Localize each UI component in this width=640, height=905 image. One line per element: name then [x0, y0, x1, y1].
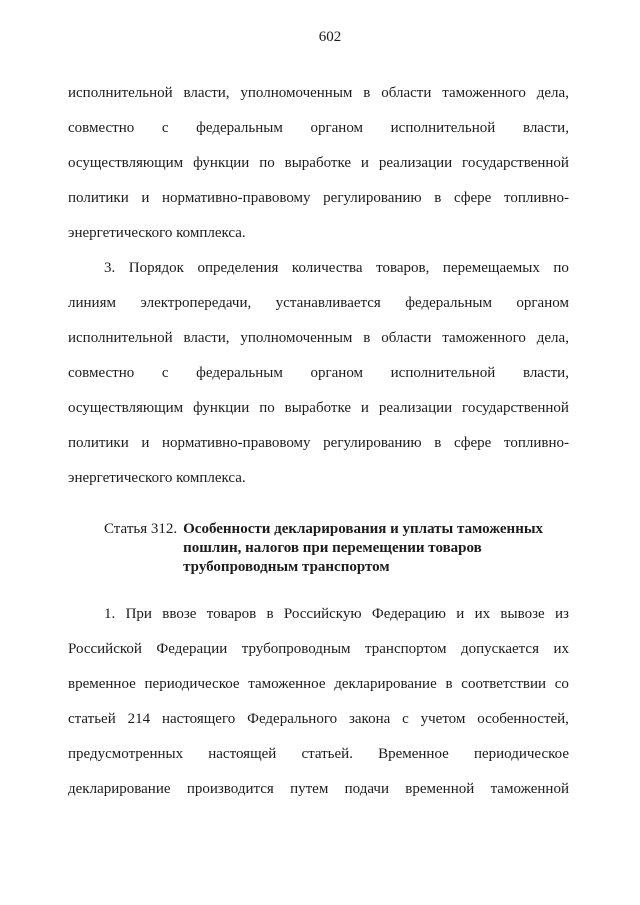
- word: в: [434, 435, 442, 451]
- word: временной: [405, 781, 475, 797]
- word: выработке: [284, 155, 352, 171]
- word: таможенного: [442, 330, 526, 346]
- word: государственной: [462, 400, 569, 416]
- word: Российскую: [283, 606, 362, 622]
- text-line: [68, 146, 569, 181]
- article-number: Статья 312.: [104, 521, 178, 537]
- word: и: [141, 435, 150, 451]
- text-line: [68, 772, 569, 807]
- word: по: [259, 155, 275, 171]
- word: совместно: [68, 120, 135, 136]
- word: Федерации: [156, 641, 228, 657]
- word: периодическое: [473, 746, 569, 762]
- word: временное: [68, 676, 136, 692]
- article-heading: [68, 520, 569, 577]
- article-title-line: пошлин, налогов при перемещении товаров: [183, 540, 482, 556]
- text-line: [68, 597, 569, 632]
- word: Федерального: [247, 711, 338, 727]
- word: товаров,: [376, 260, 430, 276]
- paragraph-3: [68, 251, 569, 496]
- word: и: [360, 155, 369, 171]
- word: статьей: [68, 711, 116, 727]
- word: 3.: [104, 260, 116, 276]
- word: реализации: [378, 400, 453, 416]
- word: настоящей: [208, 746, 277, 762]
- text-line: [68, 356, 569, 391]
- word: власти,: [522, 365, 569, 381]
- word: уполномоченным: [240, 330, 353, 346]
- word: осуществляющим: [68, 400, 184, 416]
- word: по: [259, 400, 275, 416]
- text-line: [68, 181, 569, 216]
- word: топливно-: [503, 190, 569, 206]
- word: уполномоченным: [240, 85, 353, 101]
- text-line: энергетического комплекса.: [68, 225, 246, 241]
- word: области: [381, 85, 432, 101]
- word: периодическое: [144, 676, 240, 692]
- word: соответствии: [461, 676, 547, 692]
- text-line: [68, 702, 569, 737]
- word: нормативно-правовому: [162, 435, 311, 451]
- word: с: [161, 120, 169, 136]
- word: декларирование: [334, 676, 437, 692]
- word: сфере: [453, 190, 492, 206]
- text-line: [68, 667, 569, 702]
- word: количества: [291, 260, 363, 276]
- word: их: [553, 641, 569, 657]
- word: дела,: [536, 330, 569, 346]
- word: исполнительной: [390, 120, 496, 136]
- word: власти,: [183, 330, 230, 346]
- word: транспортом: [365, 641, 447, 657]
- word: устанавливается: [275, 295, 381, 311]
- word: регулированию: [323, 190, 422, 206]
- word: топливно-: [503, 435, 569, 451]
- word: закона: [348, 711, 391, 727]
- word: Временное: [378, 746, 449, 762]
- word: исполнительной: [390, 365, 496, 381]
- word: с: [161, 365, 169, 381]
- word: 1.: [104, 606, 116, 622]
- word: совместно: [68, 365, 135, 381]
- word: федеральным: [405, 295, 492, 311]
- word: в: [266, 606, 274, 622]
- text-line: [68, 286, 569, 321]
- paragraph-2-continuation: [68, 76, 569, 251]
- word: власти,: [522, 120, 569, 136]
- word: Российской: [68, 641, 142, 657]
- word: и: [360, 400, 369, 416]
- article-title-line: трубопроводным транспортом: [183, 559, 390, 575]
- text-line: [68, 632, 569, 667]
- word: перемещаемых: [442, 260, 540, 276]
- word: политики: [68, 190, 129, 206]
- word: настоящего: [161, 711, 236, 727]
- text-line: [68, 76, 569, 111]
- word: политики: [68, 435, 129, 451]
- word: в: [445, 676, 453, 692]
- word: таможенной: [490, 781, 569, 797]
- word: дела,: [536, 85, 569, 101]
- word: выработке: [284, 400, 352, 416]
- article-title-line: Особенности декларирования и уплаты таможенных: [183, 521, 544, 537]
- word: Федерацию: [371, 606, 446, 622]
- word: 214: [127, 711, 151, 727]
- word: определения: [197, 260, 279, 276]
- word: государственной: [462, 155, 569, 171]
- word: нормативно-правовому: [162, 190, 311, 206]
- word: в: [363, 330, 371, 346]
- word: исполнительной: [68, 330, 173, 346]
- word: регулированию: [323, 435, 422, 451]
- word: Порядок: [128, 260, 184, 276]
- word: федеральным: [196, 120, 283, 136]
- word: органом: [310, 120, 364, 136]
- word: по: [553, 260, 569, 276]
- word: При: [125, 606, 152, 622]
- word: ввозе: [162, 606, 197, 622]
- text-body: [68, 76, 569, 807]
- word: линиям: [68, 295, 116, 311]
- word: предусмотренных: [68, 746, 184, 762]
- text-line: [68, 737, 569, 772]
- word: их: [474, 606, 491, 622]
- word: из: [554, 606, 569, 622]
- word: путем: [290, 781, 329, 797]
- text-line: [68, 251, 569, 286]
- word: осуществляющим: [68, 155, 184, 171]
- word: электропередачи,: [140, 295, 252, 311]
- word: со: [554, 676, 569, 692]
- text-line: [68, 391, 569, 426]
- word: вывозе: [500, 606, 545, 622]
- article-title: [183, 520, 543, 577]
- word: с: [402, 711, 409, 727]
- word: товаров: [206, 606, 257, 622]
- text-line: [68, 426, 569, 461]
- word: учетом: [420, 711, 466, 727]
- paragraph-1: [68, 597, 569, 807]
- word: области: [381, 330, 432, 346]
- word: федеральным: [196, 365, 283, 381]
- word: функции: [193, 400, 250, 416]
- word: органом: [310, 365, 364, 381]
- word: допускается: [460, 641, 539, 657]
- word: подачи: [344, 781, 389, 797]
- word: производится: [186, 781, 274, 797]
- word: и: [141, 190, 150, 206]
- word: в: [363, 85, 371, 101]
- word: реализации: [378, 155, 453, 171]
- text-line: [68, 321, 569, 356]
- word: в: [434, 190, 442, 206]
- word: власти,: [183, 85, 230, 101]
- text-line: энергетического комплекса.: [68, 470, 246, 486]
- word: декларирование: [68, 781, 171, 797]
- word: функции: [193, 155, 250, 171]
- word: таможенного: [442, 85, 526, 101]
- word: исполнительной: [68, 85, 173, 101]
- word: и: [456, 606, 465, 622]
- word: трубопроводным: [241, 641, 351, 657]
- word: сфере: [453, 435, 492, 451]
- word: статьей.: [301, 746, 353, 762]
- word: таможенное: [248, 676, 326, 692]
- word: органом: [516, 295, 569, 311]
- text-line: [68, 111, 569, 146]
- page-number: 602: [318, 29, 342, 45]
- word: особенностей,: [477, 711, 569, 727]
